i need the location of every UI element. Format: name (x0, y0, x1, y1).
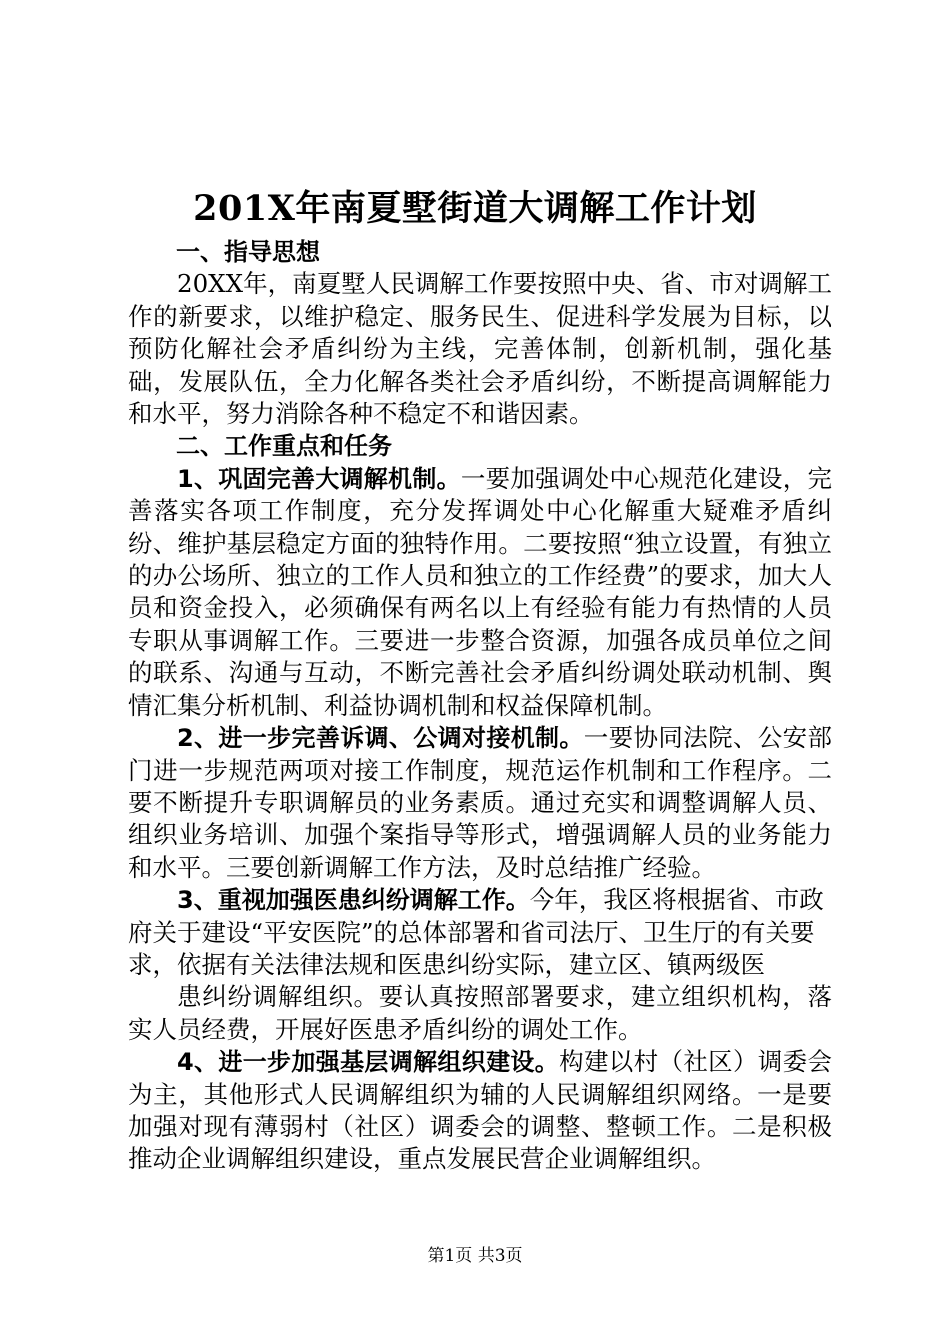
section-heading-key-tasks: 二、工作重点和任务 (176, 432, 392, 461)
item-2-lead: 2、进一步完善诉调、公调对接机制。 (177, 724, 584, 753)
item-4-lead: 4、进一步加强基层调解组织建设。 (177, 1048, 560, 1077)
paragraph-item-1 (128, 463, 832, 722)
paragraph-item-3 (128, 884, 832, 981)
item-2-body: 一要协同法院、公安部门进一步规范两项对接工作制度，规范运作机制和工作程序。二要不断提升专职调解员的业务素质。通过充实和调整调解人员、组织业务培训、加强个案指导等形式，增强调解人员的业务能力和水平。三要创新调解工作方法，及时总结推广经验。 (128, 723, 832, 882)
paragraph-item-2 (128, 722, 832, 884)
section-heading-guiding-ideology: 一、指导思想 (176, 238, 320, 266)
document-title: 201X年南夏墅街道大调解工作计划 (193, 188, 757, 229)
item-3-body: 今年，我区将根据省、市政府关于建设“平安医院”的总体部署和省司法厅、卫生厅的有关要求，依据有关法律法规和医患纠纷实际，建立区、镇两级医 (128, 885, 824, 979)
page-footer: 第1页 共3页 (427, 1246, 523, 1266)
paragraph-item-4 (128, 1046, 832, 1176)
document-body (128, 236, 832, 1176)
item-3-lead: 3、重视加强医患纠纷调解工作。 (177, 886, 530, 915)
item-1-body: 一要加强调处中心规范化建设，完善落实各项工作制度，充分发挥调处中心化解重大疑难矛盾纠纷、维护基层稳定方面的独特作用。二要按照“独立设置，有独立的办公场所、独立的工作人员和独立的工作经费”的要求，加大人员和资金投入，必须确保有两名以上有经验有能力有热情的人员专职从事调解工作。三要进一步整合资源，加强各成员单位之间的联系、沟通与互动，不断完善社会矛盾纠纷调处联动机制、舆情汇集分析机制、利益协调机制和权益保障机制。 (128, 463, 833, 720)
item-4-body: 构建以村（社区）调委会为主，其他形式人民调解组织为辅的人民调解组织网络。一是要加强对现有薄弱村（社区）调委会的调整、整顿工作。二是积极推动企业调解组织建设，重点发展民营企业调解组织。 (128, 1047, 833, 1174)
paragraph-guiding-ideology: 20XX年，南夏墅人民调解工作要按照中央、省、市对调解工作的新要求，以维护稳定、服务民生、促进科学发展为目标，以预防化解社会矛盾纠纷为主线，完善体制，创新机制，强化基础，发展队伍，全力化解各类社会矛盾纠纷，不断提高调解能力和水平，努力消除各种不稳定不和谐因素。 (128, 269, 832, 429)
item-1-lead: 1、巩固完善大调解机制。 (177, 464, 461, 493)
paragraph-item-3-continued: 患纠纷调解组织。要认真按照部署要求，建立组织机构，落实人员经费，开展好医患矛盾纠纷的调处工作。 (128, 982, 832, 1044)
